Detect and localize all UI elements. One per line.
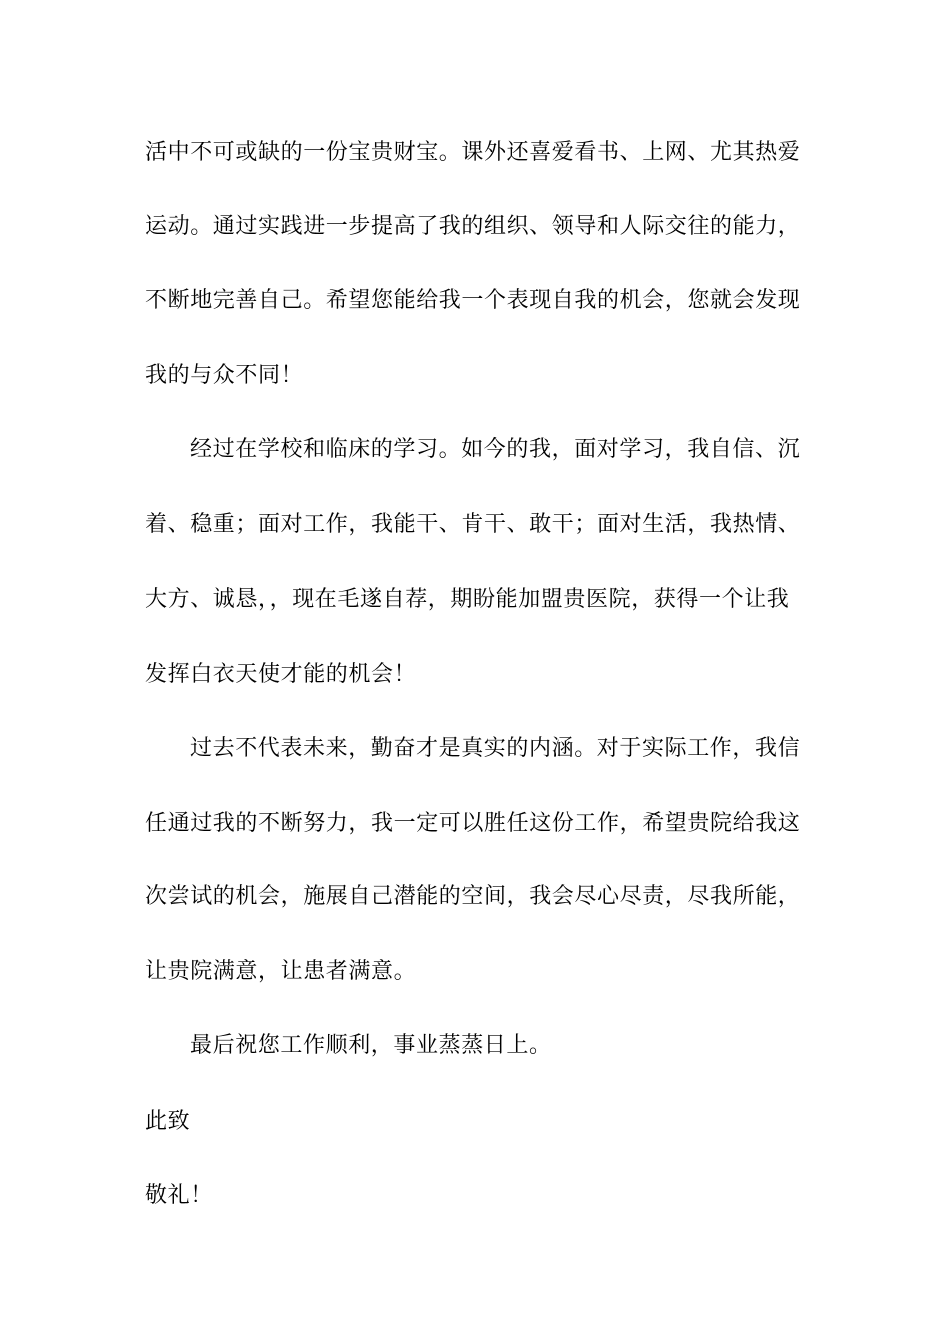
paragraph-line: 过去不代表未来，勤奋才是真实的内涵。对于实际工作，我信 <box>190 736 801 761</box>
paragraph-line: 让贵院满意，让患者满意。 <box>145 959 417 984</box>
paragraph-line: 经过在学校和临床的学习。如今的我，面对学习，我自信、沉 <box>190 437 801 462</box>
paragraph-line: 大方、诚恳，，现在毛遂自荐，期盼能加盟贵医院，获得一个让我 <box>145 587 790 612</box>
closing-regards: 敬礼！ <box>145 1183 213 1208</box>
paragraph-line: 着、稳重；面对工作，我能干、肯干、敢干；面对生活，我热情、 <box>145 512 801 537</box>
closing-wish: 最后祝您工作顺利，事业蒸蒸日上。 <box>190 1033 552 1058</box>
paragraph-line: 活中不可或缺的一份宝贵财宝。课外还喜爱看书、上网、尤其热爱 <box>145 140 801 165</box>
paragraph-line: 运动。通过实践进一步提高了我的组织、领导和人际交往的能力， <box>145 214 801 239</box>
closing-salutation: 此致 <box>145 1109 191 1134</box>
paragraph-line: 不断地完善自己。希望您能给我一个表现自我的机会，您就会发现 <box>145 288 801 313</box>
paragraph-line: 次尝试的机会，施展自己潜能的空间，我会尽心尽责，尽我所能， <box>145 884 801 909</box>
paragraph-line: 我的与众不同！ <box>145 363 304 388</box>
paragraph-line: 发挥白衣天使才能的机会！ <box>145 662 417 687</box>
paragraph-line: 任通过我的不断努力，我一定可以胜任这份工作，希望贵院给我这 <box>145 811 801 836</box>
